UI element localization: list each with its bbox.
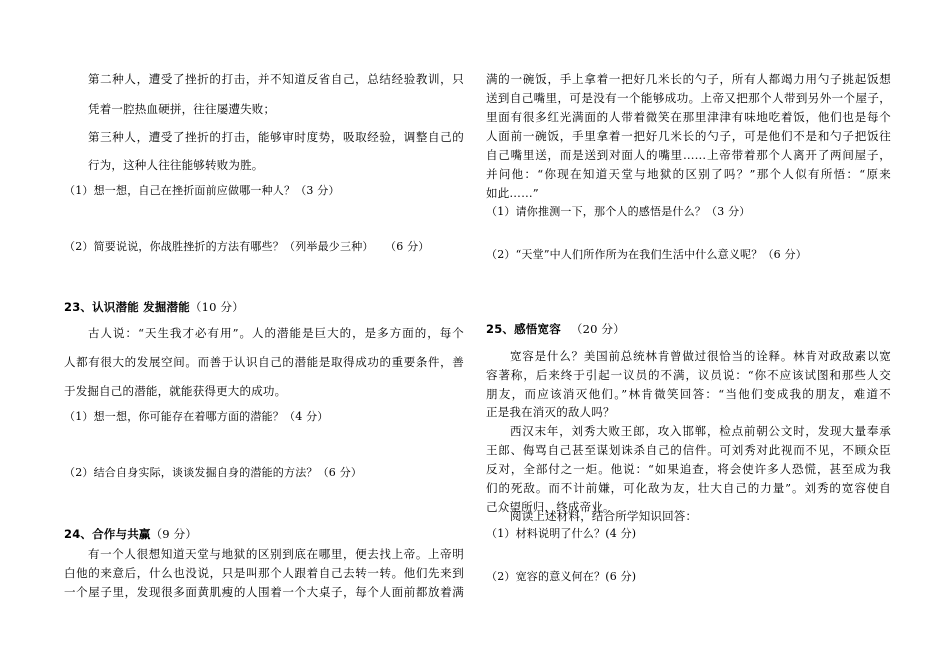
q24-heading	[64, 527, 197, 541]
q23-title: 23、认识潜能 发掘潜能	[64, 300, 190, 314]
q22-type2-line1: 第二种人，遭受了挫折的打击，并不知道反省自己，总结经验教训，只	[88, 72, 464, 86]
q25-text-line6: 王郎、侮骂自己甚至谋划诛杀自己的信件。可刘秀对此视而不见，不顾众臣	[486, 443, 891, 457]
q24-text-line2: 白他的来意后，什么也没说，只是叫那个人跟着自己去转一转。他们先来到	[64, 566, 464, 580]
q24-title: 24、合作与共赢	[64, 527, 151, 541]
q22-question-1: （1）想一想，自己在挫折面前应做哪一种人？（3 分）	[64, 184, 340, 197]
q25-text-line2: 容著称，后来终于引起一议员的不满，议员说：“你不应该试图和那些人交	[486, 368, 891, 382]
q23-question-1: （1）想一想，你可能存在着哪方面的潜能？（4 分）	[64, 410, 329, 423]
q25-heading	[486, 322, 625, 336]
q25-text-line4: 正是我在消灭的敌人吗？	[486, 405, 615, 419]
q24-cont-line4: 人面前一碗饭，手里拿着一把好几米长的勺子，可是他们不是和勺子把饭往	[486, 129, 891, 143]
q25-text-line5: 西汉末年，刘秀大败王郎，攻入邯郸，检点前朝公文时，发现大量奉承	[510, 424, 891, 438]
q23-heading	[64, 300, 244, 314]
q25-text-line3: 朋友，而应该消灭他们。”林肯微笑回答：“当他们变成我的朋友，难道不	[486, 387, 891, 401]
q24-text-line3: 一个屋子里，发现很多面黄肌瘦的人围着一个大桌子，每个人面前都放着满	[64, 585, 464, 599]
q25-text-line7: 反对，全部付之一炬。他说：“如果追查，将会使许多人恐慌，甚至成为我	[486, 462, 891, 476]
q25-text-line10: 阅读上述材料，结合所学知识回答：	[510, 509, 698, 523]
q24-text-line1: 有一个人很想知道天堂与地狱的区别到底在哪里，便去找上帝。上帝明	[88, 547, 464, 561]
q24-cont-line6: 并问他：“你现在知道天堂与地狱的区别了吗？”那个人似有所悟：“原来	[486, 167, 891, 181]
q24-question-2: （2）“天堂”中人们所作所为在我们生活中什么意义呢？（6 分）	[486, 248, 807, 261]
q22-question-2: （2）简要说说，你战胜挫折的方法有哪些？（列举最少三种） （6 分）	[64, 240, 430, 253]
q24-cont-line2: 送到自己嘴里，可是没有一个能够成功。上帝又把那个人带到另外一个屋子，	[486, 91, 891, 105]
q25-text-line8: 们的死敌。而不计前嫌，可化敌为友，壮大自己的力量”。刘秀的宽容使自	[486, 481, 891, 495]
q24-score: （9 分）	[150, 527, 198, 541]
q22-type3-line1: 第三种人，遭受了挫折的打击，能够审时度势，吸取经验，调整自己的	[88, 130, 464, 144]
q22-type2-line2: 凭着一腔热血硬拼，往往屡遭失败；	[88, 102, 276, 116]
q23-question-2: （2）结合自身实际，谈谈发掘自身的潜能的方法？（6 分）	[64, 466, 363, 479]
q25-text-line9: 己众望所归，终成帝业。	[486, 500, 615, 514]
q24-cont-line5: 自己嘴里送，而是送到对面人的嘴里……上帝带着那个人离开了两间屋子，	[486, 148, 891, 162]
q24-cont-line1: 满的一碗饭，手上拿着一把好几米长的勺子，所有人都竭力用勺子挑起饭想	[486, 72, 891, 86]
q23-text-line2: 人都有很大的发展空间。而善于认识自己的潜能是取得成功的重要条件，善	[64, 355, 464, 369]
q24-question-1: （1）请你推测一下，那个人的感悟是什么？（3 分）	[486, 205, 751, 218]
q25-question-2: （2）宽容的意义何在？(6 分)	[486, 570, 637, 583]
q25-text-line1: 宽容是什么？美国前总统林肯曾做过很恰当的诠释。林肯对政敌素以宽	[510, 349, 891, 363]
q25-title: 25、感悟宽容	[486, 322, 561, 336]
q24-cont-line3: 里面有很多红光满面的人带着微笑在那里津津有味地吃着饭，他们也是每个	[486, 110, 891, 124]
q23-score: （10 分）	[189, 300, 244, 314]
q25-score: （20 分）	[570, 322, 625, 336]
q23-text-line3: 于发掘自己的潜能，就能获得更大的成功。	[64, 384, 287, 398]
q25-question-1: （1）材料说明了什么？(4 分)	[486, 527, 637, 540]
q23-text-line1: 古人说：“天生我才必有用”。人的潜能是巨大的，是多方面的，每个	[88, 326, 464, 340]
q22-type3-line2: 行为，这种人往往能够转败为胜。	[88, 158, 264, 172]
q24-cont-line7: 如此……”	[486, 186, 539, 200]
